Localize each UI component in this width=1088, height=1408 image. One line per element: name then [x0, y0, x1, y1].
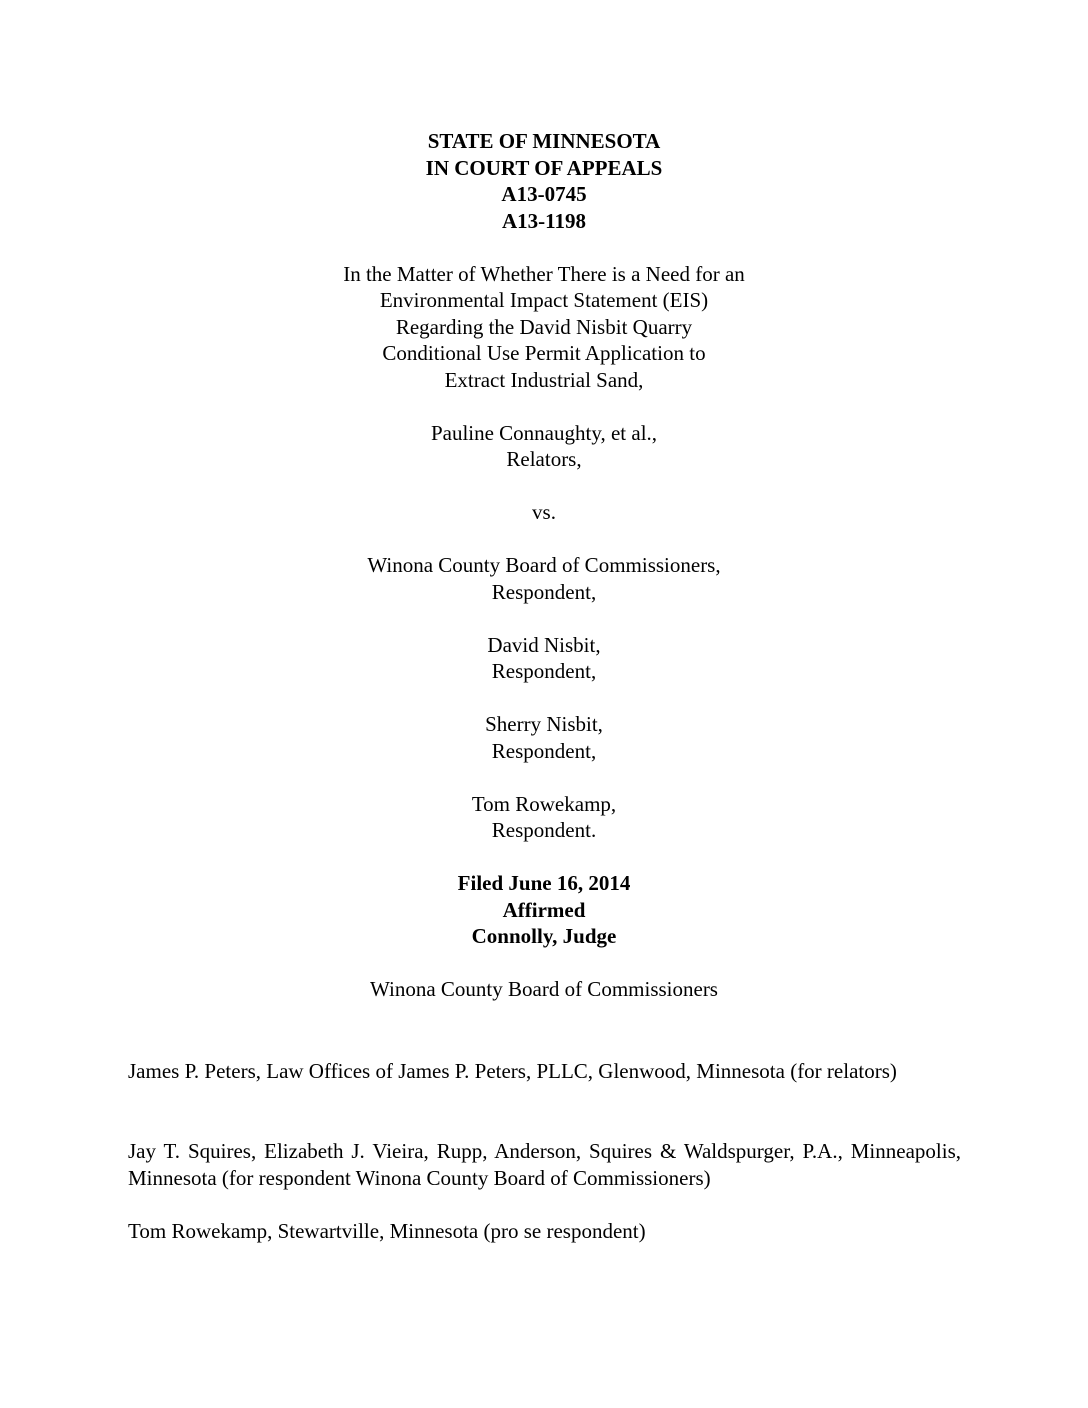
respondent-name: Sherry Nisbit, — [485, 712, 603, 736]
court-heading: IN COURT OF APPEALS — [425, 155, 663, 180]
counsel-entry — [128, 1058, 961, 1085]
counsel-paragraph: Jay T. Squires, Elizabeth J. Vieira, Rupp, Anderson, Squires & Waldspurger, P.A., Minneapolis, Minnesota (for respondent Winona County Board of Commissioners) — [128, 1139, 961, 1190]
counsel-paragraph: Tom Rowekamp, Stewartville, Minnesota (pro se respondent) — [128, 1219, 646, 1243]
docket-number: A13-1198 — [502, 208, 586, 233]
matter-line: Regarding the David Nisbit Quarry — [395, 314, 693, 339]
respondent-name: Tom Rowekamp, — [471, 791, 617, 816]
docket-number: A13-0745 — [501, 182, 587, 206]
state-heading: STATE OF MINNESOTA — [427, 129, 661, 153]
respondent-role: Respondent, — [491, 738, 597, 763]
judge-name: Connolly, Judge — [471, 924, 617, 948]
relators-role: Relators, — [506, 447, 582, 471]
matter-line: Conditional Use Permit Application to — [382, 341, 706, 365]
respondent-role: Respondent. — [491, 818, 597, 842]
respondent-role: Respondent, — [491, 579, 597, 604]
matter-line: Environmental Impact Statement (EIS) — [379, 288, 709, 312]
filed-date: Filed June 16, 2014 — [457, 871, 631, 895]
respondent-name: Winona County Board of Commissioners, — [367, 553, 721, 577]
respondent-role: Respondent, — [491, 659, 597, 683]
disposition: Affirmed — [502, 897, 586, 922]
agency-name: Winona County Board of Commissioners — [370, 977, 718, 1001]
versus-label: vs. — [532, 500, 556, 524]
matter-line: Extract Industrial Sand, — [444, 367, 644, 392]
counsel-entry — [128, 1138, 961, 1191]
counsel-entry — [128, 1218, 961, 1245]
counsel-paragraph: James P. Peters, Law Offices of James P. Peters, PLLC, Glenwood, Minnesota (for relators) — [128, 1059, 897, 1083]
respondent-name: David Nisbit, — [487, 632, 601, 657]
relators-name: Pauline Connaughty, et al., — [430, 420, 658, 445]
case-caption — [0, 128, 1088, 1003]
matter-line: In the Matter of Whether There is a Need for an — [343, 261, 745, 286]
